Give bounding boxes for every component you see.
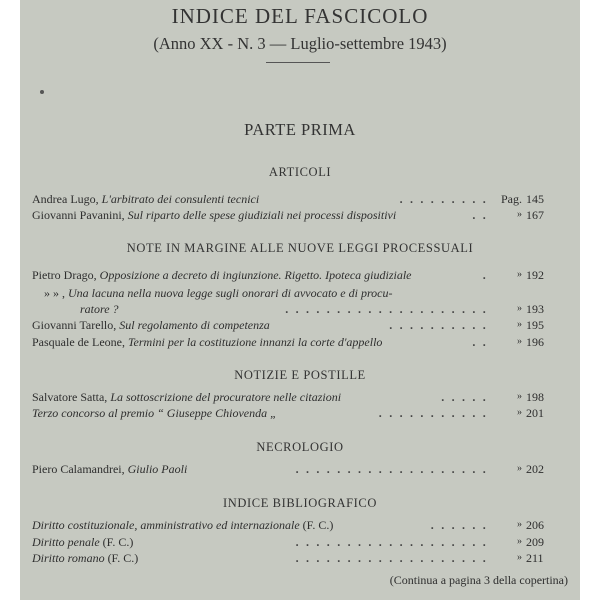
entry-title: ratore ? — [80, 302, 119, 316]
issue-subtitle: (Anno XX - N. 3 — Luglio-settembre 1943) — [153, 34, 447, 53]
print-speck — [40, 90, 44, 94]
page-prefix: » — [517, 519, 522, 530]
entry-author: Salvatore Satta, — [32, 390, 111, 404]
title-divider — [266, 62, 330, 63]
entry-title: Sul riparto delle spese giudiziali nei processi dispositivi — [127, 208, 397, 222]
entry-title: Sul regolamento di competenza — [119, 318, 270, 332]
leader-dots: . . . . . . . . . . . . . . . . . . . — [295, 551, 488, 565]
page-prefix: » — [517, 552, 522, 563]
page-number: 202 — [526, 462, 544, 476]
leader-dots: . . . . . . . . . . . — [378, 406, 488, 420]
page-number: 145 — [526, 192, 544, 206]
document-page — [20, 0, 580, 600]
entry-title: Diritto costituzionale, amministrativo ed internazionale — [32, 518, 300, 532]
entry-note: (F. C.) — [299, 518, 334, 532]
page-number: 193 — [526, 302, 544, 316]
page-prefix: » — [517, 336, 522, 347]
toc-entry — [32, 301, 568, 317]
page-number: 196 — [526, 335, 544, 349]
page-prefix: Pag. — [501, 192, 522, 206]
toc-entry — [32, 191, 568, 207]
toc-entry — [32, 389, 568, 405]
page-number: 198 — [526, 390, 544, 404]
entry-note: (F. C.) — [99, 535, 134, 549]
entry-author: Pasquale de Leone, — [32, 335, 128, 349]
page-prefix: » — [517, 269, 522, 280]
toc-entry — [32, 517, 568, 533]
leader-dots: . . . . . . — [430, 518, 488, 532]
leader-dots: . . . . . . . . . . . . . . . . . . . . — [285, 302, 488, 316]
leader-dots: . . — [472, 335, 488, 349]
leader-dots: . . . . . . . . . . . . . . . . . . . — [295, 462, 488, 476]
leader-dots: . . . . . . . . . . . . . . . . . . . — [295, 535, 488, 549]
entry-author: Piero Calamandrei, — [32, 462, 128, 476]
page-prefix: » — [517, 319, 522, 330]
page-prefix: » — [517, 209, 522, 220]
toc-entry — [32, 334, 568, 350]
entry-title: L'arbitrato dei consulenti tecnici — [101, 192, 260, 206]
page-number: 206 — [526, 518, 544, 532]
section-heading-note: NOTE IN MARGINE ALLE NUOVE LEGGI PROCESSUALI — [126, 241, 474, 255]
entry-title: Diritto romano — [32, 551, 105, 565]
toc-entry — [32, 267, 568, 283]
continuation-note: (Continua a pagina 3 della copertina) — [389, 573, 568, 587]
entry-author: » » , — [44, 286, 68, 300]
entry-title: Una lacuna nella nuova legge sugli onorari di avvocato e di procu- — [68, 286, 393, 300]
leader-dots: . . . . . . . . . . — [389, 318, 488, 332]
toc-entry — [32, 207, 568, 223]
page-prefix: » — [517, 303, 522, 314]
toc-entry — [32, 317, 568, 333]
entry-title: Giulio Paoli — [127, 462, 188, 476]
entry-note: (F. C.) — [104, 551, 139, 565]
entry-title: Terzo concorso al premio “ Giuseppe Chiovenda „ — [32, 406, 277, 420]
leader-dots: . . — [472, 208, 488, 222]
page-number: 192 — [526, 268, 544, 282]
toc-entry — [32, 461, 568, 477]
entry-author: Andrea Lugo, — [32, 192, 102, 206]
page-prefix: » — [517, 536, 522, 547]
section-heading-necrologio: NECROLOGIO — [256, 440, 344, 454]
entry-title: Diritto penale — [32, 535, 100, 549]
page-prefix: » — [517, 407, 522, 418]
entry-author: Giovanni Pavanini, — [32, 208, 128, 222]
leader-dots: . . . . . — [441, 390, 488, 404]
entry-author: Pietro Drago, — [32, 268, 100, 282]
toc-entry — [32, 550, 568, 566]
toc-entry — [32, 534, 568, 550]
page-prefix: » — [517, 391, 522, 402]
entry-title: Opposizione a decreto di ingiunzione. Rigetto. Ipoteca giudiziale — [99, 268, 412, 282]
entry-title: La sottoscrizione del procuratore nelle citazioni — [110, 390, 342, 404]
toc-entry — [32, 405, 568, 421]
part-heading: PARTE PRIMA — [244, 120, 356, 139]
section-heading-articoli: ARTICOLI — [268, 165, 332, 179]
page-number: 201 — [526, 406, 544, 420]
page-number: 195 — [526, 318, 544, 332]
page-number: 167 — [526, 208, 544, 222]
section-heading-bibliografico: INDICE BIBLIOGRAFICO — [222, 496, 377, 510]
page-number: 211 — [526, 551, 544, 565]
section-heading-notizie: NOTIZIE E POSTILLE — [234, 368, 366, 382]
leader-dots: . . . . . . . . . — [399, 192, 488, 206]
entry-title: Termini per la costituzione innanzi la corte d'appello — [127, 335, 383, 349]
page-prefix: » — [517, 463, 522, 474]
entry-author: Giovanni Tarello, — [32, 318, 120, 332]
page-number: 209 — [526, 535, 544, 549]
page-title: INDICE DEL FASCICOLO — [171, 4, 429, 28]
leader-dots: . — [482, 268, 488, 282]
toc-entry — [32, 285, 568, 301]
